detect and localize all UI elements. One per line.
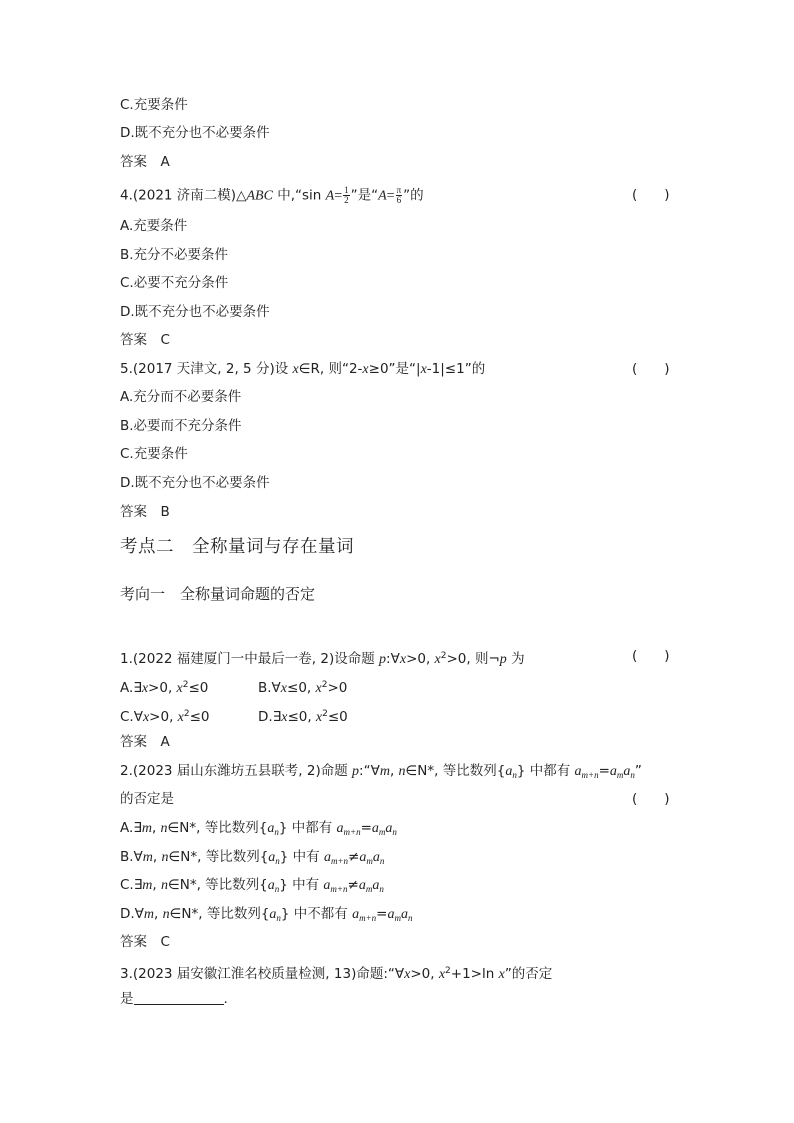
p2-number: 2. [120, 763, 133, 779]
prev-option-d: D.既不充分也不必要条件 [120, 125, 270, 141]
q5-option-a: A.充分而不必要条件 [120, 389, 242, 405]
p1-number: 1. [120, 651, 133, 667]
p1-source: (2022 福建厦门一中最后一卷, 2) [132, 651, 335, 667]
p2-option-d: D.∀m, n∈N*, 等比数列$\{a_n\}$ 中不都有 $a_{m+n}=a_ma_n$ [120, 906, 413, 923]
problem-1: 1.(2022 福建厦门一中最后一卷, 2)设命题 p:∀x>0, $x^2>0$, 则¬p 为 [120, 651, 525, 667]
p2-option-a: A.∃m, n∈N*, 等比数列$\{a_n\}$ 中都有 $a_{m+n}=a_ma_n$ [120, 820, 397, 837]
problem-2: 2.(2023 届山东潍坊五县联考, 2)命题 p:“∀m, n∈N*, 等比数列$\{a_n\}$ 中都有 $a_{m+n}=a_ma_n$” [120, 763, 642, 780]
q5-source: (2017 天津文, 2, 5 分) [132, 361, 275, 377]
q4-answer-bracket: ( ) [632, 187, 670, 203]
p1-answer: 答案 A [120, 734, 170, 750]
q4-option-b: B.充分不必要条件 [120, 247, 229, 263]
question-5: 5.(2017 天津文, 2, 5 分)设 x∈R, 则“2-x≥0”是“|x-1|≤1”的 [120, 361, 486, 377]
q5-option-d: D.既不充分也不必要条件 [120, 475, 270, 491]
prev-answer: 答案 A [120, 154, 170, 170]
p3-number: 3. [120, 966, 133, 982]
p2-option-c: C.∃m, n∈N*, 等比数列$\{a_n\}$ 中有 $a_{m+n}\ne a_ma_n$ [120, 877, 384, 894]
q4-answer: 答案 C [120, 332, 170, 348]
prev-option-c: C.充要条件 [120, 97, 188, 113]
q5-number: 5. [120, 361, 133, 377]
q4-option-c: C.必要不充分条件 [120, 275, 229, 291]
q5-answer-bracket: ( ) [632, 361, 670, 377]
problem-3: 3.(2023 届安徽江淮名校质量检测, 13)命题:“∀x>0, $x^2+1>\ln$ x”的否定 [120, 966, 553, 982]
p1-option-d: D.∃x≤0, $x^2\le 0$ [258, 709, 348, 725]
section-subtitle: 考向一 全称量词命题的否定 [120, 585, 316, 603]
q4-option-d: D.既不充分也不必要条件 [120, 304, 270, 320]
p3-source: (2023 届安徽江淮名校质量检测, 13) [132, 966, 357, 982]
section-title: 考点二 全称量词与存在量词 [120, 537, 354, 557]
fraction-one-half: $\frac{1}{2}$ [344, 185, 349, 205]
p1-option-b: B.∀x≤0, $x^2>0$ [258, 680, 348, 696]
q5-option-c: C.充要条件 [120, 446, 188, 462]
p1-option-a: A.∃x>0, $x^2\le 0$ [120, 680, 209, 696]
p1-answer-bracket: ( ) [632, 648, 670, 664]
p2-answer: 答案 C [120, 934, 170, 950]
p1-option-c: C.∀x>0, $x^2\le 0$ [120, 709, 210, 725]
p2-option-b: B.∀m, n∈N*, 等比数列$\{a_n\}$ 中有 $a_{m+n}\ne a_ma_n$ [120, 849, 385, 866]
q4-number: 4. [120, 187, 133, 204]
p3-line-2: 是 . [120, 991, 228, 1007]
p2-line-2: 的否定是 [120, 791, 174, 807]
question-4: 4.(2021 济南二模)△ABC 中,“sin A= $\frac{1}{2}$ ”是“A= $\frac{\pi}{6}$ ”的 [120, 185, 424, 205]
p2-source: (2023 届山东潍坊五县联考, 2) [132, 763, 321, 779]
fraction-pi-over-six: $\frac{\pi}{6}$ [396, 185, 402, 205]
q4-option-a: A.充要条件 [120, 218, 188, 234]
answer-blank[interactable] [134, 991, 224, 1005]
q5-answer: 答案 B [120, 504, 170, 520]
q5-option-b: B.必要而不充分条件 [120, 418, 242, 434]
q4-source: (2021 济南二模) [132, 187, 237, 204]
p2-answer-bracket: ( ) [632, 791, 670, 807]
